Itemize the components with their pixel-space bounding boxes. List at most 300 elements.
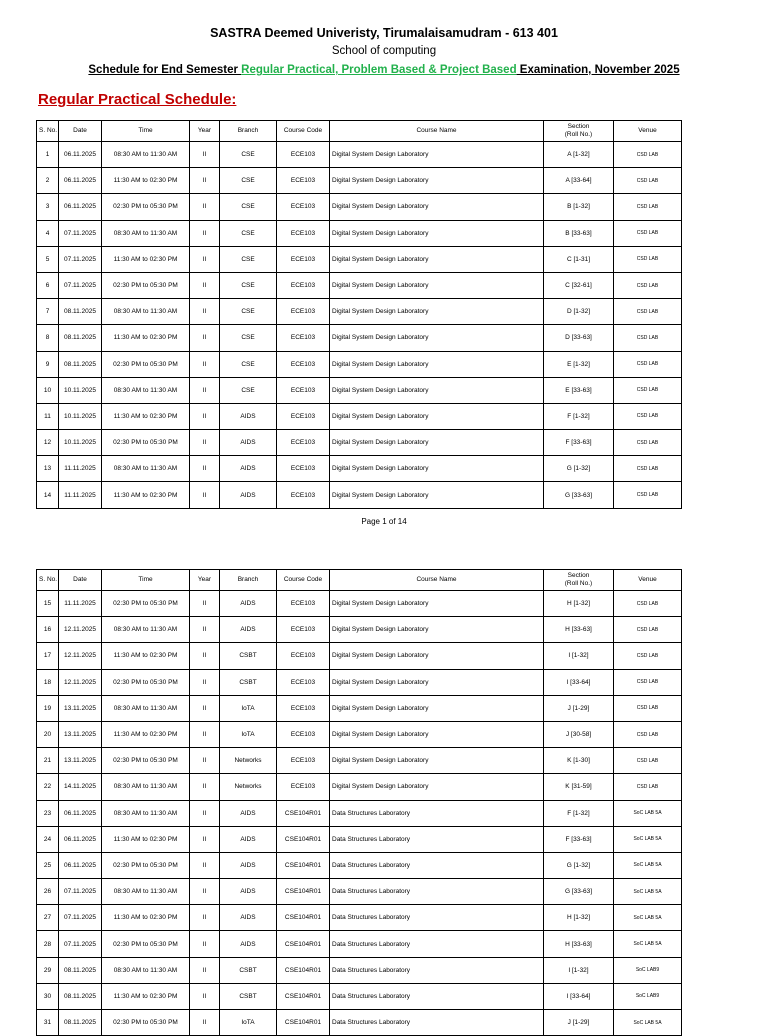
cell-year: II	[190, 800, 220, 826]
table-row	[37, 617, 682, 643]
cell-year: II	[190, 430, 220, 456]
cell-section: C [32-61]	[544, 272, 614, 298]
cell-time: 02:30 PM to 05:30 PM	[102, 748, 190, 774]
cell-time: 08:30 AM to 11:30 AM	[102, 617, 190, 643]
cell-venue: CSD LAB	[614, 430, 682, 456]
cell-branch: CSBT	[220, 669, 277, 695]
cell-year: II	[190, 591, 220, 617]
schedule-heading-suffix: Examination, November 2025	[516, 64, 680, 76]
cell-course-name: Digital System Design Laboratory	[330, 194, 544, 220]
cell-course-code: ECE103	[277, 721, 330, 747]
col-header-time: Time	[102, 570, 190, 591]
cell-serial-no: 22	[37, 774, 59, 800]
cell-branch: AIDS	[220, 852, 277, 878]
cell-course-code: CSE104R01	[277, 879, 330, 905]
cell-year: II	[190, 826, 220, 852]
cell-course-code: CSE104R01	[277, 905, 330, 931]
cell-serial-no: 3	[37, 194, 59, 220]
cell-course-name: Digital System Design Laboratory	[330, 721, 544, 747]
table-row	[37, 957, 682, 983]
cell-branch: CSE	[220, 194, 277, 220]
section-title: Regular Practical Schedule:	[38, 91, 237, 108]
cell-time: 11:30 AM to 02:30 PM	[102, 482, 190, 508]
cell-course-code: CSE104R01	[277, 1010, 330, 1036]
cell-course-name: Digital System Design Laboratory	[330, 403, 544, 429]
table-header-row	[37, 570, 682, 591]
cell-branch: CSE	[220, 325, 277, 351]
cell-course-name: Digital System Design Laboratory	[330, 456, 544, 482]
cell-course-code: ECE103	[277, 272, 330, 298]
cell-branch: AIDS	[220, 403, 277, 429]
cell-section: I [1-32]	[544, 643, 614, 669]
cell-venue: CSD LAB	[614, 456, 682, 482]
cell-year: II	[190, 194, 220, 220]
cell-venue: CSD LAB	[614, 194, 682, 220]
cell-venue: CSD LAB	[614, 220, 682, 246]
cell-serial-no: 12	[37, 430, 59, 456]
cell-serial-no: 19	[37, 695, 59, 721]
table-row	[37, 456, 682, 482]
cell-course-name: Digital System Design Laboratory	[330, 272, 544, 298]
cell-serial-no: 13	[37, 456, 59, 482]
cell-venue: SoC LAB9	[614, 983, 682, 1009]
cell-serial-no: 2	[37, 168, 59, 194]
cell-branch: CSE	[220, 272, 277, 298]
cell-section: I [33-64]	[544, 983, 614, 1009]
cell-time: 02:30 PM to 05:30 PM	[102, 1010, 190, 1036]
table-row	[37, 879, 682, 905]
schedule-table-page-2	[36, 569, 682, 1036]
cell-venue: CSD LAB	[614, 325, 682, 351]
cell-branch: CSE	[220, 142, 277, 168]
cell-time: 11:30 AM to 02:30 PM	[102, 403, 190, 429]
col-header-year: Year	[190, 570, 220, 591]
cell-section: A [1-32]	[544, 142, 614, 168]
cell-year: II	[190, 669, 220, 695]
cell-course-code: ECE103	[277, 695, 330, 721]
table-row	[37, 774, 682, 800]
cell-section: E [33-63]	[544, 377, 614, 403]
cell-branch: AIDS	[220, 879, 277, 905]
cell-course-name: Digital System Design Laboratory	[330, 325, 544, 351]
table-row	[37, 430, 682, 456]
cell-serial-no: 21	[37, 748, 59, 774]
cell-time: 08:30 AM to 11:30 AM	[102, 695, 190, 721]
cell-branch: Networks	[220, 748, 277, 774]
cell-serial-no: 8	[37, 325, 59, 351]
table-row	[37, 800, 682, 826]
cell-serial-no: 4	[37, 220, 59, 246]
cell-time: 02:30 PM to 05:30 PM	[102, 669, 190, 695]
cell-serial-no: 11	[37, 403, 59, 429]
cell-section: H [33-63]	[544, 617, 614, 643]
cell-course-code: ECE103	[277, 748, 330, 774]
cell-date: 11.11.2025	[59, 456, 102, 482]
table-row	[37, 695, 682, 721]
cell-serial-no: 17	[37, 643, 59, 669]
cell-section: F [1-32]	[544, 403, 614, 429]
cell-date: 07.11.2025	[59, 272, 102, 298]
table-row	[37, 299, 682, 325]
cell-date: 07.11.2025	[59, 246, 102, 272]
cell-course-name: Digital System Design Laboratory	[330, 220, 544, 246]
cell-time: 08:30 AM to 11:30 AM	[102, 800, 190, 826]
cell-section: B [33-63]	[544, 220, 614, 246]
cell-section: K [31-59]	[544, 774, 614, 800]
cell-venue: CSD LAB	[614, 695, 682, 721]
cell-venue: SoC LAB 5A	[614, 852, 682, 878]
cell-section: G [33-63]	[544, 879, 614, 905]
cell-course-code: CSE104R01	[277, 983, 330, 1009]
table-row	[37, 194, 682, 220]
col-header-date: Date	[59, 121, 102, 142]
cell-serial-no: 9	[37, 351, 59, 377]
cell-venue: CSD LAB	[614, 721, 682, 747]
cell-year: II	[190, 983, 220, 1009]
cell-time: 02:30 PM to 05:30 PM	[102, 430, 190, 456]
cell-date: 12.11.2025	[59, 669, 102, 695]
cell-section: A [33-64]	[544, 168, 614, 194]
cell-section: G [1-32]	[544, 456, 614, 482]
cell-time: 11:30 AM to 02:30 PM	[102, 246, 190, 272]
cell-course-code: ECE103	[277, 351, 330, 377]
cell-venue: CSD LAB	[614, 669, 682, 695]
cell-time: 08:30 AM to 11:30 AM	[102, 774, 190, 800]
cell-year: II	[190, 905, 220, 931]
cell-venue: SoC LAB9	[614, 957, 682, 983]
cell-serial-no: 15	[37, 591, 59, 617]
cell-venue: CSD LAB	[614, 617, 682, 643]
table-row	[37, 377, 682, 403]
cell-date: 07.11.2025	[59, 931, 102, 957]
col-header-venue: Venue	[614, 570, 682, 591]
cell-date: 07.11.2025	[59, 220, 102, 246]
cell-year: II	[190, 168, 220, 194]
col-header-course-code: Course Code	[277, 121, 330, 142]
cell-year: II	[190, 957, 220, 983]
cell-course-code: ECE103	[277, 220, 330, 246]
cell-time: 11:30 AM to 02:30 PM	[102, 325, 190, 351]
col-header-course-code: Course Code	[277, 570, 330, 591]
table-row	[37, 482, 682, 508]
cell-course-code: ECE103	[277, 168, 330, 194]
col-header-branch: Branch	[220, 121, 277, 142]
cell-branch: CSE	[220, 220, 277, 246]
cell-date: 10.11.2025	[59, 403, 102, 429]
schedule-heading	[0, 62, 768, 78]
cell-branch: CSE	[220, 168, 277, 194]
cell-course-code: ECE103	[277, 643, 330, 669]
table-row	[37, 272, 682, 298]
col-header-time: Time	[102, 121, 190, 142]
cell-course-code: ECE103	[277, 669, 330, 695]
col-header-course-name: Course Name	[330, 121, 544, 142]
cell-date: 13.11.2025	[59, 748, 102, 774]
cell-section: B [1-32]	[544, 194, 614, 220]
cell-venue: CSD LAB	[614, 591, 682, 617]
table-row	[37, 931, 682, 957]
table-row	[37, 826, 682, 852]
cell-course-name: Digital System Design Laboratory	[330, 430, 544, 456]
cell-venue: CSD LAB	[614, 168, 682, 194]
cell-course-code: ECE103	[277, 591, 330, 617]
cell-date: 10.11.2025	[59, 377, 102, 403]
table-row	[37, 403, 682, 429]
cell-time: 02:30 PM to 05:30 PM	[102, 272, 190, 298]
cell-course-name: Data Structures Laboratory	[330, 879, 544, 905]
cell-venue: CSD LAB	[614, 351, 682, 377]
cell-time: 02:30 PM to 05:30 PM	[102, 852, 190, 878]
cell-date: 08.11.2025	[59, 957, 102, 983]
cell-course-name: Data Structures Laboratory	[330, 1010, 544, 1036]
cell-branch: AIDS	[220, 591, 277, 617]
col-header-date: Date	[59, 570, 102, 591]
cell-course-name: Digital System Design Laboratory	[330, 246, 544, 272]
cell-venue: CSD LAB	[614, 377, 682, 403]
cell-venue: CSD LAB	[614, 774, 682, 800]
cell-venue: CSD LAB	[614, 643, 682, 669]
cell-date: 06.11.2025	[59, 142, 102, 168]
cell-course-name: Digital System Design Laboratory	[330, 748, 544, 774]
cell-course-code: ECE103	[277, 246, 330, 272]
cell-course-code: ECE103	[277, 194, 330, 220]
cell-date: 06.11.2025	[59, 194, 102, 220]
cell-date: 08.11.2025	[59, 351, 102, 377]
cell-venue: CSD LAB	[614, 142, 682, 168]
cell-branch: CSBT	[220, 643, 277, 669]
cell-branch: CSE	[220, 246, 277, 272]
cell-course-code: ECE103	[277, 456, 330, 482]
col-header-year: Year	[190, 121, 220, 142]
cell-year: II	[190, 1010, 220, 1036]
cell-branch: AIDS	[220, 800, 277, 826]
cell-course-code: ECE103	[277, 377, 330, 403]
table-row	[37, 748, 682, 774]
cell-section: J [30-58]	[544, 721, 614, 747]
cell-date: 08.11.2025	[59, 299, 102, 325]
cell-year: II	[190, 246, 220, 272]
cell-section: F [33-63]	[544, 430, 614, 456]
cell-serial-no: 29	[37, 957, 59, 983]
cell-serial-no: 18	[37, 669, 59, 695]
cell-year: II	[190, 931, 220, 957]
cell-time: 08:30 AM to 11:30 AM	[102, 456, 190, 482]
cell-date: 06.11.2025	[59, 826, 102, 852]
table-row	[37, 220, 682, 246]
table-row	[37, 643, 682, 669]
cell-branch: AIDS	[220, 826, 277, 852]
cell-year: II	[190, 852, 220, 878]
cell-time: 08:30 AM to 11:30 AM	[102, 220, 190, 246]
cell-course-name: Digital System Design Laboratory	[330, 168, 544, 194]
cell-branch: AIDS	[220, 905, 277, 931]
cell-section: C [1-31]	[544, 246, 614, 272]
cell-time: 08:30 AM to 11:30 AM	[102, 377, 190, 403]
col-header-section: Section (Roll No.)	[544, 570, 614, 591]
col-header-section: Section (Roll No.)	[544, 121, 614, 142]
cell-branch: CSE	[220, 299, 277, 325]
cell-venue: SoC LAB 5A	[614, 800, 682, 826]
cell-date: 06.11.2025	[59, 168, 102, 194]
cell-section: H [33-63]	[544, 931, 614, 957]
cell-venue: SoC LAB 5A	[614, 879, 682, 905]
cell-serial-no: 30	[37, 983, 59, 1009]
cell-year: II	[190, 299, 220, 325]
cell-serial-no: 6	[37, 272, 59, 298]
cell-year: II	[190, 272, 220, 298]
table-row	[37, 721, 682, 747]
cell-date: 07.11.2025	[59, 905, 102, 931]
university-name: SASTRA Deemed Univeristy, Tirumalaisamudram - 613 401	[210, 26, 558, 40]
cell-date: 08.11.2025	[59, 1010, 102, 1036]
cell-venue: SoC LAB 5A	[614, 1010, 682, 1036]
cell-serial-no: 25	[37, 852, 59, 878]
cell-course-code: CSE104R01	[277, 957, 330, 983]
table-row	[37, 669, 682, 695]
cell-date: 11.11.2025	[59, 482, 102, 508]
cell-course-name: Data Structures Laboratory	[330, 826, 544, 852]
schedule-heading-highlight: Regular Practical, Problem Based & Project Based	[241, 64, 517, 76]
cell-section: F [1-32]	[544, 800, 614, 826]
document-header	[0, 25, 768, 78]
cell-course-name: Digital System Design Laboratory	[330, 669, 544, 695]
cell-section: F [33-63]	[544, 826, 614, 852]
table-row	[37, 1010, 682, 1036]
table-row	[37, 142, 682, 168]
cell-time: 11:30 AM to 02:30 PM	[102, 826, 190, 852]
cell-course-name: Data Structures Laboratory	[330, 957, 544, 983]
cell-course-code: ECE103	[277, 617, 330, 643]
table-body	[37, 142, 682, 509]
table-header-row	[37, 121, 682, 142]
cell-course-code: CSE104R01	[277, 826, 330, 852]
cell-branch: AIDS	[220, 430, 277, 456]
cell-course-code: ECE103	[277, 325, 330, 351]
table-body	[37, 591, 682, 1036]
cell-date: 12.11.2025	[59, 643, 102, 669]
table-row	[37, 351, 682, 377]
cell-serial-no: 7	[37, 299, 59, 325]
cell-section: D [33-63]	[544, 325, 614, 351]
cell-date: 11.11.2025	[59, 591, 102, 617]
cell-course-name: Digital System Design Laboratory	[330, 299, 544, 325]
school-name: School of computing	[331, 45, 437, 57]
col-header-venue: Venue	[614, 121, 682, 142]
cell-branch: CSBT	[220, 957, 277, 983]
cell-venue: CSD LAB	[614, 299, 682, 325]
cell-branch: CSE	[220, 377, 277, 403]
cell-course-name: Digital System Design Laboratory	[330, 351, 544, 377]
cell-year: II	[190, 643, 220, 669]
cell-branch: IoTA	[220, 721, 277, 747]
cell-time: 08:30 AM to 11:30 AM	[102, 299, 190, 325]
cell-venue: CSD LAB	[614, 246, 682, 272]
cell-course-name: Digital System Design Laboratory	[330, 617, 544, 643]
cell-venue: CSD LAB	[614, 748, 682, 774]
cell-course-code: ECE103	[277, 482, 330, 508]
cell-course-name: Digital System Design Laboratory	[330, 643, 544, 669]
cell-year: II	[190, 879, 220, 905]
cell-section: D [1-32]	[544, 299, 614, 325]
cell-date: 14.11.2025	[59, 774, 102, 800]
cell-time: 08:30 AM to 11:30 AM	[102, 879, 190, 905]
col-header-branch: Branch	[220, 570, 277, 591]
cell-serial-no: 14	[37, 482, 59, 508]
cell-course-name: Data Structures Laboratory	[330, 800, 544, 826]
col-header-serial-no: S. No.	[37, 570, 59, 591]
cell-course-name: Digital System Design Laboratory	[330, 482, 544, 508]
cell-time: 02:30 PM to 05:30 PM	[102, 351, 190, 377]
cell-time: 08:30 AM to 11:30 AM	[102, 957, 190, 983]
cell-branch: AIDS	[220, 482, 277, 508]
cell-branch: AIDS	[220, 456, 277, 482]
cell-section: H [1-32]	[544, 591, 614, 617]
cell-venue: SoC LAB 5A	[614, 905, 682, 931]
cell-time: 11:30 AM to 02:30 PM	[102, 983, 190, 1009]
cell-course-name: Digital System Design Laboratory	[330, 695, 544, 721]
cell-course-name: Digital System Design Laboratory	[330, 142, 544, 168]
cell-time: 11:30 AM to 02:30 PM	[102, 721, 190, 747]
cell-time: 02:30 PM to 05:30 PM	[102, 931, 190, 957]
table-row	[37, 246, 682, 272]
cell-venue: CSD LAB	[614, 272, 682, 298]
cell-year: II	[190, 325, 220, 351]
cell-serial-no: 31	[37, 1010, 59, 1036]
cell-serial-no: 1	[37, 142, 59, 168]
cell-serial-no: 27	[37, 905, 59, 931]
cell-year: II	[190, 721, 220, 747]
cell-branch: AIDS	[220, 617, 277, 643]
table-row	[37, 905, 682, 931]
cell-date: 08.11.2025	[59, 325, 102, 351]
cell-course-name: Digital System Design Laboratory	[330, 377, 544, 403]
cell-date: 12.11.2025	[59, 617, 102, 643]
cell-section: J [1-29]	[544, 1010, 614, 1036]
cell-section: G [33-63]	[544, 482, 614, 508]
cell-section: E [1-32]	[544, 351, 614, 377]
cell-serial-no: 5	[37, 246, 59, 272]
cell-section: J [1-29]	[544, 695, 614, 721]
cell-year: II	[190, 377, 220, 403]
table-row	[37, 591, 682, 617]
cell-year: II	[190, 351, 220, 377]
cell-serial-no: 24	[37, 826, 59, 852]
cell-course-name: Digital System Design Laboratory	[330, 774, 544, 800]
cell-serial-no: 16	[37, 617, 59, 643]
cell-year: II	[190, 142, 220, 168]
cell-time: 02:30 PM to 05:30 PM	[102, 591, 190, 617]
cell-venue: SoC LAB 5A	[614, 931, 682, 957]
cell-year: II	[190, 456, 220, 482]
cell-serial-no: 23	[37, 800, 59, 826]
cell-course-name: Data Structures Laboratory	[330, 931, 544, 957]
cell-time: 11:30 AM to 02:30 PM	[102, 168, 190, 194]
cell-date: 07.11.2025	[59, 879, 102, 905]
cell-year: II	[190, 748, 220, 774]
cell-section: I [1-32]	[544, 957, 614, 983]
cell-time: 11:30 AM to 02:30 PM	[102, 643, 190, 669]
col-header-course-name: Course Name	[330, 570, 544, 591]
cell-venue: SoC LAB 5A	[614, 826, 682, 852]
cell-branch: AIDS	[220, 931, 277, 957]
table-row	[37, 168, 682, 194]
schedule-table-page-1	[36, 120, 682, 509]
cell-date: 08.11.2025	[59, 983, 102, 1009]
cell-section: I [33-64]	[544, 669, 614, 695]
cell-branch: CSE	[220, 351, 277, 377]
col-header-serial-no: S. No.	[37, 121, 59, 142]
cell-year: II	[190, 695, 220, 721]
